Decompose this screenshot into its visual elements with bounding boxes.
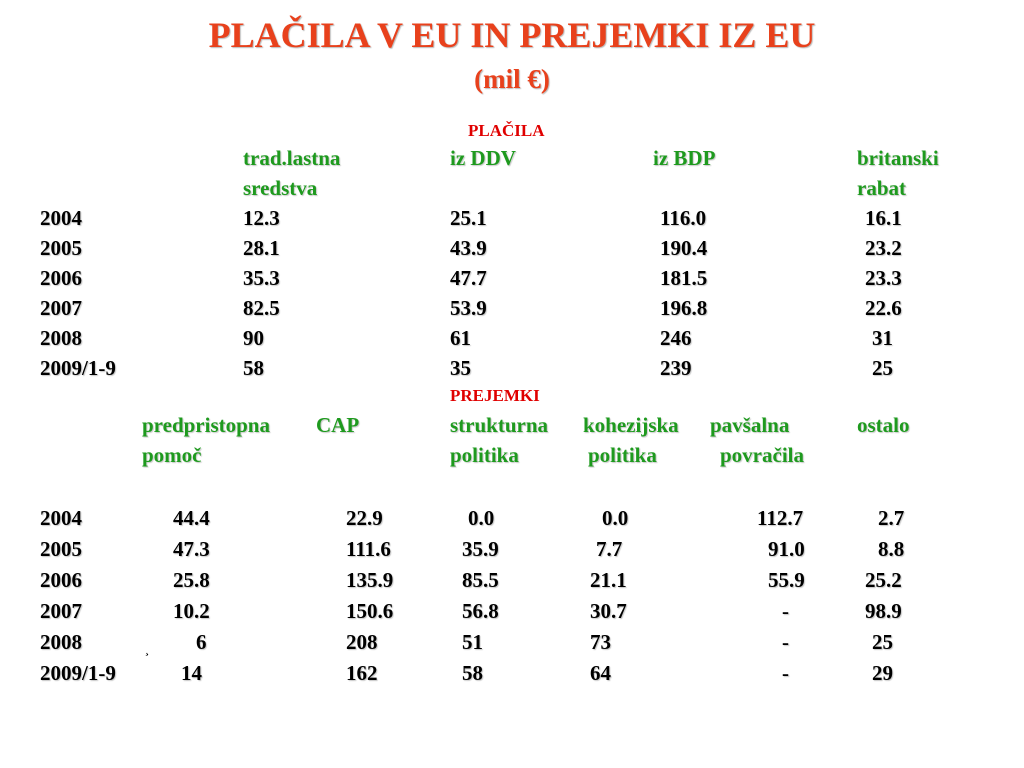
prejemki-cell: 98.9: [865, 599, 902, 623]
prejemki-cell: 56.8: [462, 599, 499, 623]
prejemki-cell: 73: [590, 630, 611, 654]
prejemki-cell: 7.7: [596, 537, 623, 561]
prejemki-row-year: 2008: [40, 630, 82, 654]
page-title: PLAČILA V EU IN PREJEMKI IZ EU: [208, 15, 816, 55]
prejemki-cell: 44.4: [173, 506, 210, 530]
prejemki-header-ostalo: ostalo: [857, 413, 910, 437]
page-subtitle: (mil €): [474, 64, 550, 94]
prejemki-cell: 150.6: [346, 599, 394, 623]
prejemki-cell: 162: [346, 661, 378, 685]
placila-cell: 25: [872, 356, 893, 380]
placila-header-sredstva: sredstva: [243, 176, 318, 200]
prejemki-header-predpristopna: predpristopna: [142, 413, 270, 437]
prejemki-section-label: PREJEMKI: [450, 386, 540, 405]
prejemki-cell: 47.3: [173, 537, 210, 561]
prejemki-header-povracila: povračila: [720, 443, 804, 467]
placila-row-year: 2007: [40, 296, 82, 320]
placila-cell: 82.5: [243, 296, 280, 320]
placila-cell: 16.1: [865, 206, 902, 230]
placila-cell: 31: [872, 326, 893, 350]
prejemki-cell: 55.9: [768, 568, 805, 592]
prejemki-cell: 58: [462, 661, 483, 685]
prejemki-row-year: 2004: [40, 506, 82, 530]
prejemki-row-year: 2006: [40, 568, 82, 592]
prejemki-cell: 112.7: [757, 506, 804, 530]
prejemki-cell: -: [782, 599, 789, 623]
prejemki-cell: 135.9: [346, 568, 394, 592]
placila-cell: 246: [660, 326, 692, 350]
prejemki-cell: 25.2: [865, 568, 902, 592]
placila-cell: 22.6: [865, 296, 902, 320]
prejemki-cell: 25.8: [173, 568, 210, 592]
placila-cell: 239: [660, 356, 692, 380]
prejemki-header-kohezijska: kohezijska: [583, 413, 679, 437]
placila-row-year: 2006: [40, 266, 82, 290]
placila-cell: 35: [450, 356, 471, 380]
placila-header-iz-bdp: iz BDP: [653, 146, 716, 170]
prejemki-header-strukturna: strukturna: [450, 413, 549, 437]
prejemki-row-year: 2009/1-9: [40, 661, 116, 685]
prejemki-cell: 8.8: [878, 537, 905, 561]
prejemki-header-cap: CAP: [316, 413, 360, 437]
prejemki-cell: 0.0: [602, 506, 629, 530]
prejemki-row-year: 2007: [40, 599, 82, 623]
prejemki-cell: 91.0: [768, 537, 805, 561]
placila-header-trad-lastna: trad.lastna: [243, 146, 341, 170]
placila-row-year: 2009/1-9: [40, 356, 116, 380]
placila-cell: 116.0: [660, 206, 707, 230]
prejemki-cell: 22.9: [346, 506, 383, 530]
placila-header-britanski: britanski: [857, 146, 939, 170]
prejemki-header-pomoc: pomoč: [142, 443, 202, 467]
prejemki-cell: 25: [872, 630, 893, 654]
placila-cell: 28.1: [243, 236, 280, 260]
placila-header-iz-ddv: iz DDV: [450, 146, 516, 170]
prejemki-cell: -: [782, 661, 789, 685]
placila-row-year: 2008: [40, 326, 82, 350]
prejemki-cell: 111.6: [346, 537, 391, 561]
prejemki-cell: 2.7: [878, 506, 905, 530]
placila-cell: 25.1: [450, 206, 487, 230]
placila-section-label: PLAČILA: [468, 121, 545, 140]
prejemki-cell: 10.2: [173, 599, 210, 623]
stray-mark: ¸: [145, 642, 149, 656]
placila-cell: 181.5: [660, 266, 708, 290]
prejemki-cell: 208: [346, 630, 378, 654]
placila-cell: 12.3: [243, 206, 280, 230]
prejemki-cell: 64: [590, 661, 611, 685]
prejemki-cell: 29: [872, 661, 893, 685]
prejemki-cell: -: [782, 630, 789, 654]
placila-cell: 61: [450, 326, 471, 350]
placila-cell: 35.3: [243, 266, 280, 290]
prejemki-cell: 14: [181, 661, 202, 685]
placila-cell: 23.2: [865, 236, 902, 260]
prejemki-cell: 35.9: [462, 537, 499, 561]
prejemki-header-pavsalna: pavšalna: [710, 413, 790, 437]
prejemki-header-strukturna-politika: politika: [450, 443, 519, 467]
placila-cell: 190.4: [660, 236, 708, 260]
placila-cell: 47.7: [450, 266, 487, 290]
placila-row-year: 2005: [40, 236, 82, 260]
placila-cell: 23.3: [865, 266, 902, 290]
placila-header-rabat: rabat: [857, 176, 906, 200]
prejemki-header-kohezijska-politika: politika: [588, 443, 657, 467]
placila-cell: 43.9: [450, 236, 487, 260]
prejemki-cell: 51: [462, 630, 483, 654]
placila-row-year: 2004: [40, 206, 82, 230]
placila-cell: 196.8: [660, 296, 708, 320]
prejemki-cell: 0.0: [468, 506, 495, 530]
placila-cell: 90: [243, 326, 264, 350]
prejemki-row-year: 2005: [40, 537, 82, 561]
prejemki-cell: 21.1: [590, 568, 627, 592]
placila-cell: 58: [243, 356, 264, 380]
prejemki-cell: 6: [196, 630, 207, 654]
prejemki-cell: 85.5: [462, 568, 499, 592]
placila-cell: 53.9: [450, 296, 487, 320]
prejemki-cell: 30.7: [590, 599, 627, 623]
